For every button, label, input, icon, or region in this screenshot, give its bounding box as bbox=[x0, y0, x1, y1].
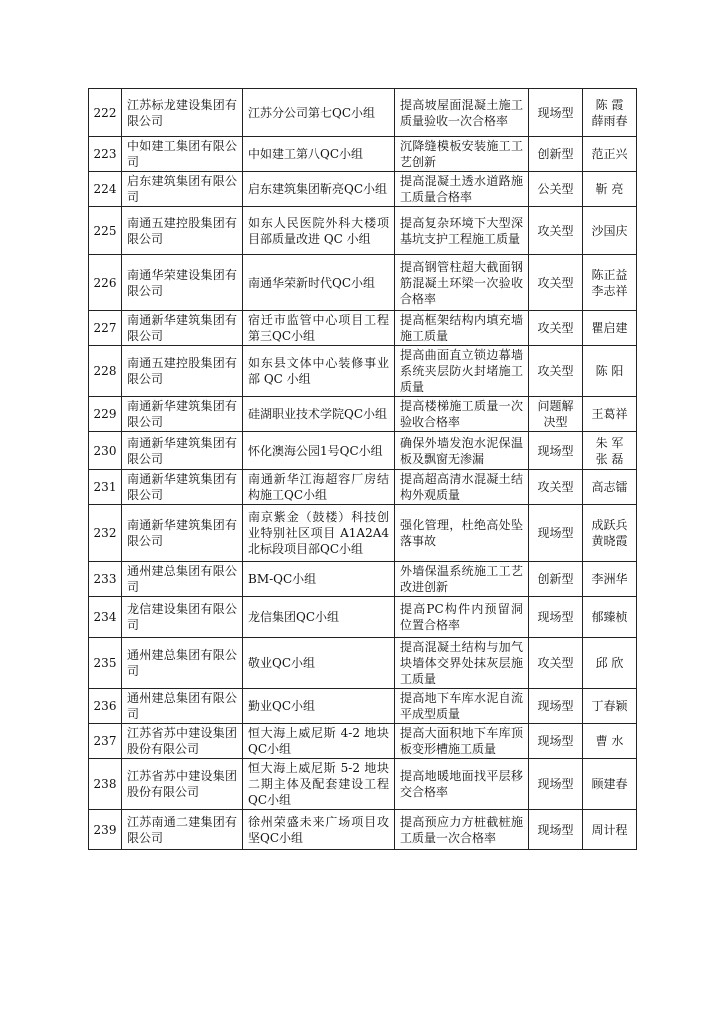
table-row bbox=[89, 470, 637, 505]
table-row bbox=[89, 172, 637, 207]
row-number-cell: 228 bbox=[89, 346, 122, 397]
type-cell: 攻关型 bbox=[529, 470, 583, 505]
row-number-cell: 231 bbox=[89, 470, 122, 505]
person-cell: 陈 阳 bbox=[583, 346, 637, 397]
row-number-cell: 235 bbox=[89, 638, 122, 689]
topic-cell: 提高大面积地下车库顶板变形槽施工质量 bbox=[395, 724, 529, 759]
table-row bbox=[89, 724, 637, 759]
person-cell: 郁臻桢 bbox=[583, 597, 637, 638]
company-cell: 南通五建控股集团有限公司 bbox=[122, 346, 243, 397]
qc-group-cell: 敬业QC小组 bbox=[243, 638, 395, 689]
row-number-cell: 239 bbox=[89, 810, 122, 850]
person-cell: 成跃兵 黄晓霞 bbox=[583, 505, 637, 562]
qc-group-cell: 恒大海上威尼斯 4-2 地块QC小组 bbox=[243, 724, 395, 759]
topic-cell: 提高超高清水混凝土结构外观质量 bbox=[395, 470, 529, 505]
person-cell: 瞿启建 bbox=[583, 311, 637, 346]
person-cell: 周计程 bbox=[583, 810, 637, 850]
type-cell: 公关型 bbox=[529, 172, 583, 207]
table-row bbox=[89, 759, 637, 810]
table-row bbox=[89, 562, 637, 597]
company-cell: 中如建工集团有限公司 bbox=[122, 137, 243, 172]
row-number-cell: 237 bbox=[89, 724, 122, 759]
company-cell: 江苏省苏中建设集团股份有限公司 bbox=[122, 724, 243, 759]
person-cell: 高志镭 bbox=[583, 470, 637, 505]
row-number-cell: 234 bbox=[89, 597, 122, 638]
qc-group-cell: 江苏分公司第七QC小组 bbox=[243, 89, 395, 137]
topic-cell: 提高预应力方桩截桩施工质量一次合格率 bbox=[395, 810, 529, 850]
type-cell: 现场型 bbox=[529, 597, 583, 638]
table-body bbox=[89, 89, 637, 850]
row-number-cell: 226 bbox=[89, 255, 122, 311]
table-row bbox=[89, 207, 637, 255]
person-cell: 陈 霞 薛雨春 bbox=[583, 89, 637, 137]
row-number-cell: 224 bbox=[89, 172, 122, 207]
company-cell: 南通新华建筑集团有限公司 bbox=[122, 470, 243, 505]
topic-cell: 确保外墙发泡水泥保温板及飘窗无渗漏 bbox=[395, 432, 529, 470]
qc-group-cell: 勤业QC小组 bbox=[243, 689, 395, 724]
row-number-cell: 225 bbox=[89, 207, 122, 255]
topic-cell: 提高钢管柱超大截面钢筋混凝土环梁一次验收合格率 bbox=[395, 255, 529, 311]
topic-cell: 提高混凝土透水道路施工质量合格率 bbox=[395, 172, 529, 207]
topic-cell: 沉降缝模板安装施工工艺创新 bbox=[395, 137, 529, 172]
qc-group-cell: 南京紫金（鼓楼）科技创业特别社区项目 A1A2A4 北标段项目部QC小组 bbox=[243, 505, 395, 562]
topic-cell: 提高曲面直立锁边幕墙系统夹层防火封堵施工质量 bbox=[395, 346, 529, 397]
company-cell: 南通新华建筑集团有限公司 bbox=[122, 397, 243, 432]
topic-cell: 提高地下车库水泥自流平成型质量 bbox=[395, 689, 529, 724]
qc-group-cell: 启东建筑集团靳亮QC小组 bbox=[243, 172, 395, 207]
type-cell: 现场型 bbox=[529, 89, 583, 137]
type-cell: 现场型 bbox=[529, 724, 583, 759]
topic-cell: 提高框架结构内填充墙施工质量 bbox=[395, 311, 529, 346]
type-cell: 攻关型 bbox=[529, 346, 583, 397]
person-cell: 陈正益 李志祥 bbox=[583, 255, 637, 311]
row-number-cell: 236 bbox=[89, 689, 122, 724]
table-row bbox=[89, 346, 637, 397]
qc-group-cell: 宿迁市监管中心项目工程第三QC小组 bbox=[243, 311, 395, 346]
topic-cell: 提高楼梯施工质量一次验收合格率 bbox=[395, 397, 529, 432]
table-row bbox=[89, 397, 637, 432]
qc-group-cell: 如东人民医院外科大楼项目部质量改进 QC 小组 bbox=[243, 207, 395, 255]
row-number-cell: 238 bbox=[89, 759, 122, 810]
row-number-cell: 230 bbox=[89, 432, 122, 470]
company-cell: 江苏南通二建集团有限公司 bbox=[122, 810, 243, 850]
person-cell: 邱 欣 bbox=[583, 638, 637, 689]
company-cell: 江苏标龙建设集团有限公司 bbox=[122, 89, 243, 137]
qc-group-cell: 龙信集团QC小组 bbox=[243, 597, 395, 638]
person-cell: 朱 军 张 磊 bbox=[583, 432, 637, 470]
document-page bbox=[88, 88, 636, 850]
company-cell: 南通五建控股集团有限公司 bbox=[122, 207, 243, 255]
qc-awards-table bbox=[88, 88, 637, 850]
table-row bbox=[89, 255, 637, 311]
row-number-cell: 233 bbox=[89, 562, 122, 597]
table-row bbox=[89, 638, 637, 689]
type-cell: 问题解决型 bbox=[529, 397, 583, 432]
company-cell: 南通华荣建设集团有限公司 bbox=[122, 255, 243, 311]
person-cell: 曹 水 bbox=[583, 724, 637, 759]
qc-group-cell: 恒大海上威尼斯 5-2 地块二期主体及配套建设工程QC小组 bbox=[243, 759, 395, 810]
person-cell: 丁春颖 bbox=[583, 689, 637, 724]
company-cell: 龙信建设集团有限公司 bbox=[122, 597, 243, 638]
qc-group-cell: 中如建工第八QC小组 bbox=[243, 137, 395, 172]
company-cell: 南通新华建筑集团有限公司 bbox=[122, 311, 243, 346]
qc-group-cell: 怀化澳海公园1号QC小组 bbox=[243, 432, 395, 470]
row-number-cell: 232 bbox=[89, 505, 122, 562]
type-cell: 现场型 bbox=[529, 432, 583, 470]
row-number-cell: 222 bbox=[89, 89, 122, 137]
type-cell: 现场型 bbox=[529, 759, 583, 810]
qc-group-cell: 如东县文体中心装修事业部 QC 小组 bbox=[243, 346, 395, 397]
company-cell: 启东建筑集团有限公司 bbox=[122, 172, 243, 207]
topic-cell: 提高地暖地面找平层移交合格率 bbox=[395, 759, 529, 810]
topic-cell: 提高坡屋面混凝土施工质量验收一次合格率 bbox=[395, 89, 529, 137]
company-cell: 南通新华建筑集团有限公司 bbox=[122, 505, 243, 562]
company-cell: 通州建总集团有限公司 bbox=[122, 689, 243, 724]
table-row bbox=[89, 432, 637, 470]
table-row bbox=[89, 89, 637, 137]
person-cell: 靳 亮 bbox=[583, 172, 637, 207]
topic-cell: 提高PC构件内预留洞位置合格率 bbox=[395, 597, 529, 638]
type-cell: 攻关型 bbox=[529, 255, 583, 311]
person-cell: 王葛祥 bbox=[583, 397, 637, 432]
company-cell: 江苏省苏中建设集团股份有限公司 bbox=[122, 759, 243, 810]
row-number-cell: 227 bbox=[89, 311, 122, 346]
person-cell: 李洲华 bbox=[583, 562, 637, 597]
table-row bbox=[89, 597, 637, 638]
topic-cell: 外墙保温系统施工工艺改进创新 bbox=[395, 562, 529, 597]
person-cell: 顾建春 bbox=[583, 759, 637, 810]
type-cell: 攻关型 bbox=[529, 638, 583, 689]
qc-group-cell: 硅湖职业技术学院QC小组 bbox=[243, 397, 395, 432]
type-cell: 攻关型 bbox=[529, 311, 583, 346]
qc-group-cell: 南通华荣新时代QC小组 bbox=[243, 255, 395, 311]
qc-group-cell: 南通新华江海超容厂房结构施工QC小组 bbox=[243, 470, 395, 505]
table-row bbox=[89, 311, 637, 346]
qc-group-cell: 徐州荣盛未来广场项目攻坚QC小组 bbox=[243, 810, 395, 850]
type-cell: 攻关型 bbox=[529, 207, 583, 255]
type-cell: 现场型 bbox=[529, 810, 583, 850]
table-row bbox=[89, 689, 637, 724]
type-cell: 创新型 bbox=[529, 137, 583, 172]
type-cell: 创新型 bbox=[529, 562, 583, 597]
row-number-cell: 229 bbox=[89, 397, 122, 432]
type-cell: 现场型 bbox=[529, 505, 583, 562]
row-number-cell: 223 bbox=[89, 137, 122, 172]
table-row bbox=[89, 505, 637, 562]
topic-cell: 强化管理，杜绝高处坠落事故 bbox=[395, 505, 529, 562]
topic-cell: 提高复杂环境下大型深基坑支护工程施工质量 bbox=[395, 207, 529, 255]
company-cell: 通州建总集团有限公司 bbox=[122, 562, 243, 597]
type-cell: 现场型 bbox=[529, 689, 583, 724]
table-row bbox=[89, 137, 637, 172]
person-cell: 范正兴 bbox=[583, 137, 637, 172]
company-cell: 南通新华建筑集团有限公司 bbox=[122, 432, 243, 470]
qc-group-cell: BM-QC小组 bbox=[243, 562, 395, 597]
person-cell: 沙国庆 bbox=[583, 207, 637, 255]
table-row bbox=[89, 810, 637, 850]
company-cell: 通州建总集团有限公司 bbox=[122, 638, 243, 689]
topic-cell: 提高混凝土结构与加气块墙体交界处抹灰层施工质量 bbox=[395, 638, 529, 689]
